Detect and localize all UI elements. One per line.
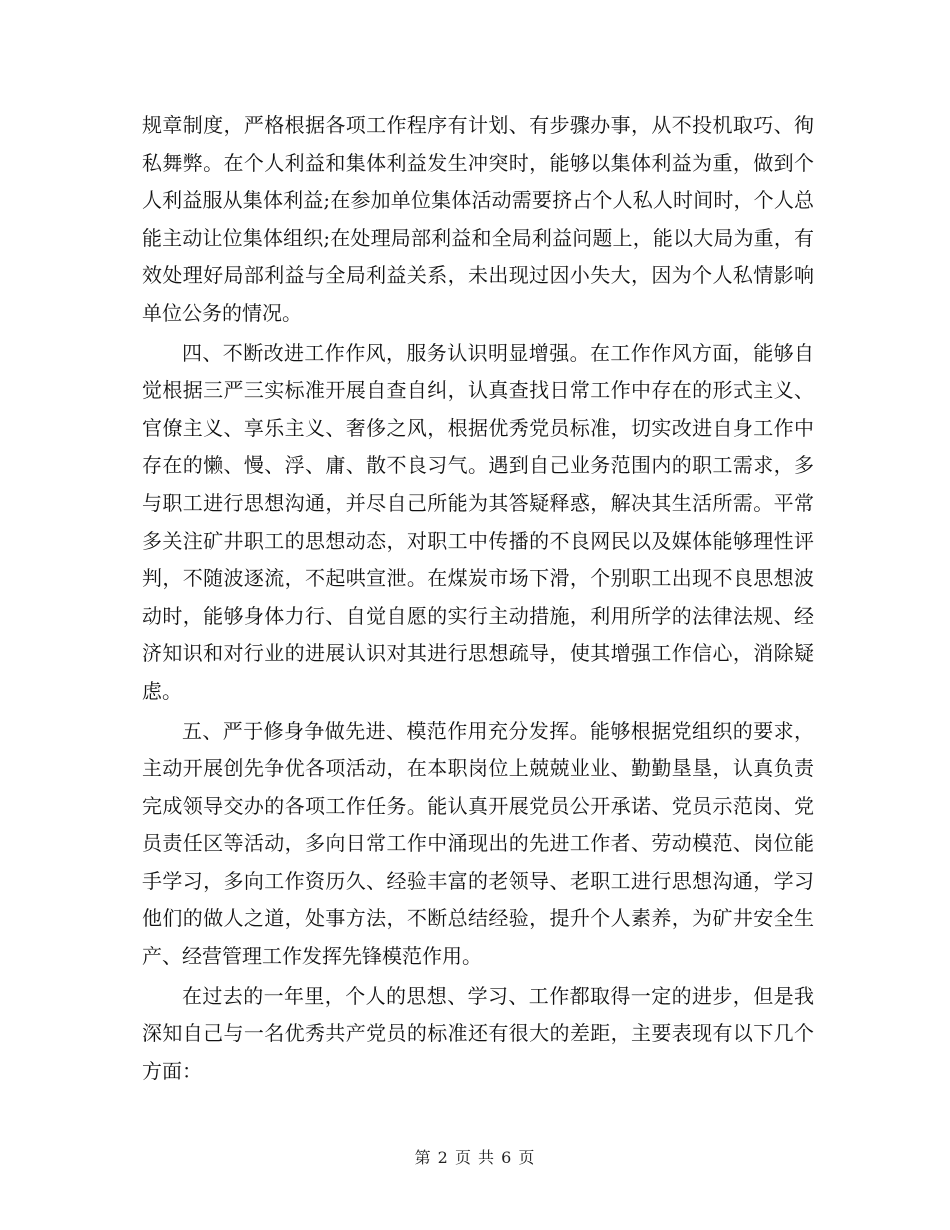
paragraph-3: 五、严于修身争做先进、模范作用充分发挥。能够根据党组织的要求，主动开展创先争优各项活动，在本职岗位上兢兢业业、勤勤垦垦，认真负责完成领导交办的各项工作任务。能认真开展党员公开承诺、党员示范岗、党员责任区等活动，多向日常工作中涌现出的先进工作者、劳动模范、岗位能手学习，多向工作资历久、经验丰富的老领导、老职工进行思想沟通，学习他们的做人之道，处事方法，不断总结经验，提升个人素养，为矿井安全生产、经营管理工作发挥先锋模范作用。 xyxy=(142,718,814,969)
paragraph-4: 在过去的一年里，个人的思想、学习、工作都取得一定的进步，但是我深知自己与一名优秀共产党员的标准还有很大的差距，主要表现有以下几个方面： xyxy=(142,983,814,1083)
footer-suffix: 页 xyxy=(518,1148,536,1167)
footer-current-page: 2 xyxy=(437,1148,449,1167)
footer-middle: 页 共 xyxy=(454,1148,496,1167)
footer-total-pages: 6 xyxy=(501,1148,513,1167)
page-footer xyxy=(0,1148,950,1168)
paragraph-1: 规章制度，严格根据各项工作程序有计划、有步骤办事，从不投机取巧、徇私舞弊。在个人利益和集体利益发生冲突时，能够以集体利益为重，做到个人利益服从集体利益;在参加单位集体活动需要挤占个人私人时间时，个人总能主动让位集体组织;在处理局部利益和全局利益问题上，能以大局为重，有效处理好局部利益与全局利益关系，未出现过因小失大，因为个人私情影响单位公务的情况。 xyxy=(142,113,814,325)
footer-prefix: 第 xyxy=(414,1148,432,1167)
paragraph-2: 四、不断改进工作作风，服务认识明显增强。在工作作风方面，能够自觉根据三严三实标准开展自查自纠，认真查找日常工作中存在的形式主义、官僚主义、享乐主义、奢侈之风，根据优秀党员标准，切实改进自身工作中存在的懒、慢、浮、庸、散不良习气。遇到自己业务范围内的职工需求，多与职工进行思想沟通，并尽自己所能为其答疑释惑，解决其生活所需。平常多关注矿井职工的思想动态，对职工中传播的不良网民以及媒体能够理性评判，不随波逐流，不起哄宣泄。在煤炭市场下滑，个别职工出现不良思想波动时，能够身体力行、自觉自愿的实行主动措施，利用所学的法律法规、经济知识和对行业的进展认识对其进行思想疏导，使其增强工作信心，消除疑虑。 xyxy=(142,340,814,703)
document-body xyxy=(142,107,814,1092)
